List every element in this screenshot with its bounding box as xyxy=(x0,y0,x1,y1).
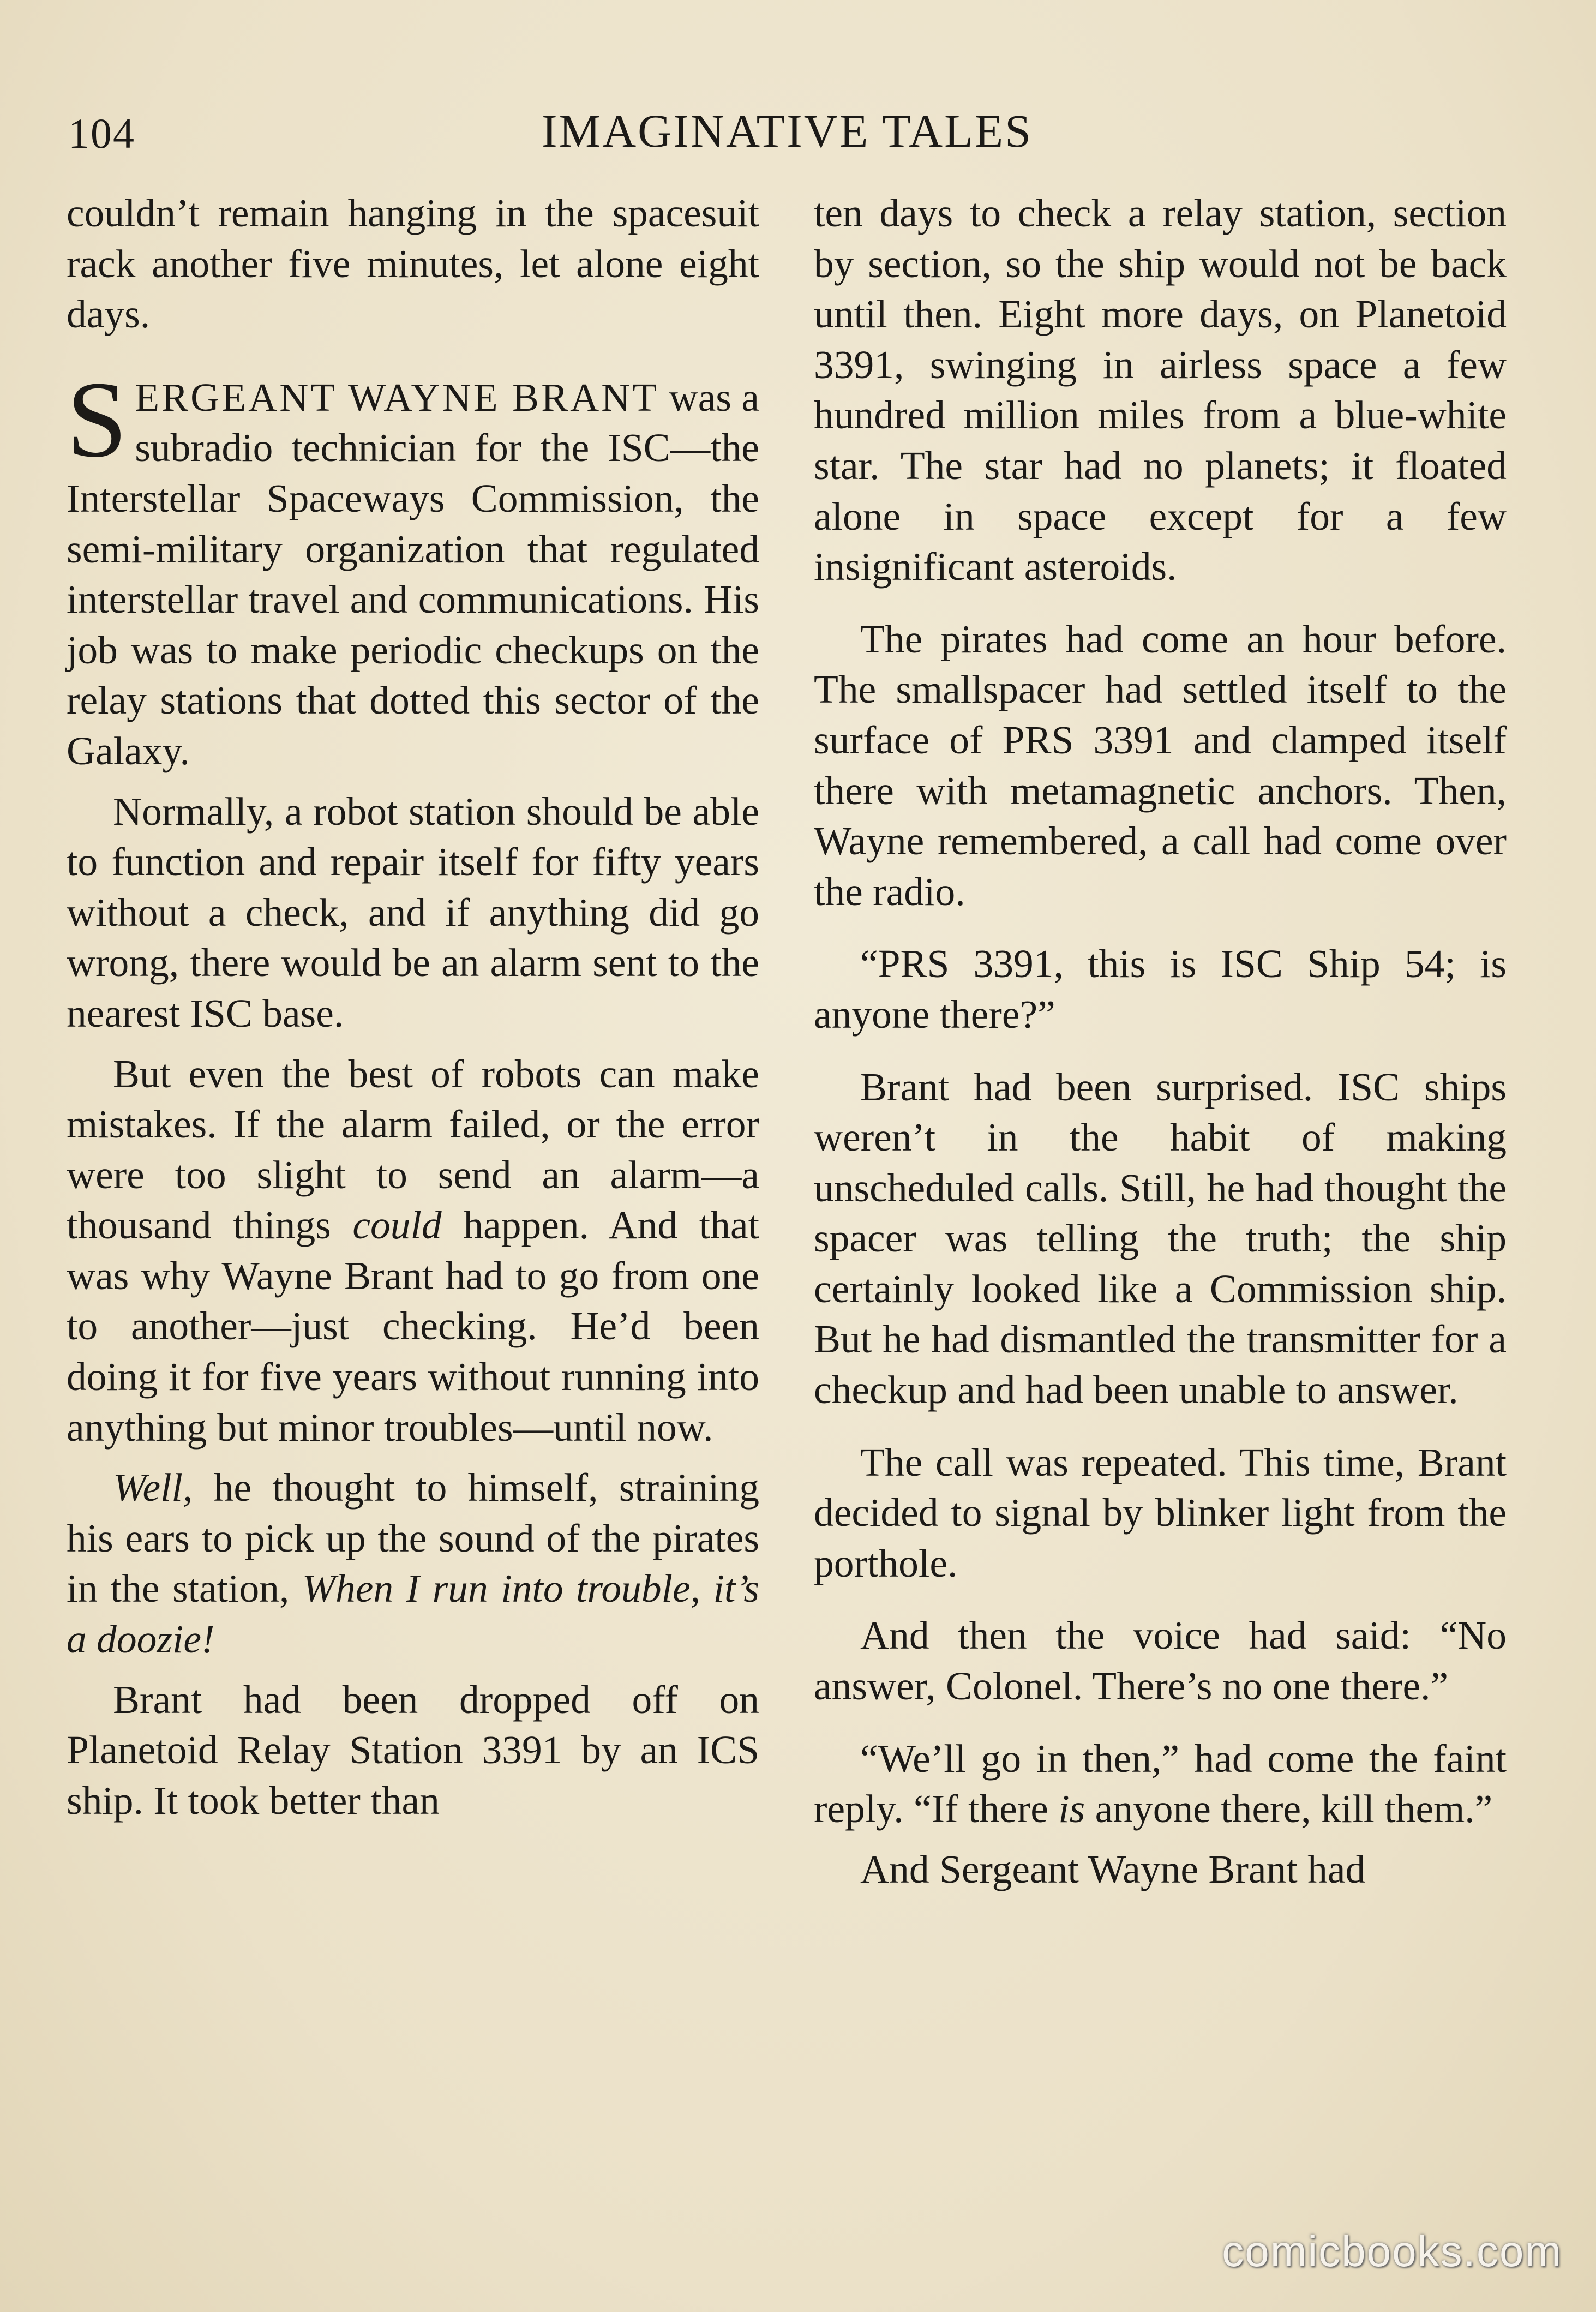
paragraph: And Sergeant Wayne Brant had xyxy=(860,1847,1366,1891)
left-column xyxy=(67,188,759,1826)
paragraph-text: happen. And that was why Wayne Brant had to go from one to another—just checking. He’d been doing it for five years without running into anything but minor troubles—until now. xyxy=(67,1203,760,1450)
paragraph-text: “We’ll go in then,” had come the faint reply. “If there xyxy=(814,1736,1507,1831)
paragraph xyxy=(67,1049,759,1453)
paragraph-text: was a subradio technician for the ISC—the Interstellar Spaceways Commission, the semi-military organization that regulated interstellar travel and communications. His job was to make periodic checkups on the relay stations that dotted this sector of the Galaxy. xyxy=(67,375,759,773)
paragraph: ten days to check a relay station, section by section, so the ship would not be back until then. Eight more days, on Planetoid 3391, swinging in airless space a few hundred million miles from a blue-white star. The star had no planets; it floated alone in space except for a few insignificant asteroids. xyxy=(814,191,1507,589)
paragraph: Normally, a robot station should be able to function and repair itself for fifty years without a check, and if anything did go wrong, there would be an alarm sent to the nearest ISC base. xyxy=(67,789,759,1035)
paragraph xyxy=(67,1463,759,1664)
paragraph: The pirates had come an hour before. The smallspacer had settled itself to the surface of PRS 3391 and clamped itself there with metamagnetic anchors. Then, Wayne remembered, a call had come over the radio. xyxy=(814,616,1507,914)
paragraph: “PRS 3391, this is ISC Ship 54; is anyone there?” xyxy=(814,942,1507,1037)
italic-text: is xyxy=(1058,1787,1085,1831)
italic-text: Well, xyxy=(113,1465,193,1510)
right-column xyxy=(814,188,1507,1895)
paragraph-text: anyone there, kill them.” xyxy=(1085,1787,1493,1831)
paragraph: couldn’t remain hanging in the spacesuit rack another five minutes, let alone eight days. xyxy=(67,191,759,337)
paragraph-text: But even the best of robots can make mistakes. If the alarm failed, or the error were too slight to send an alarm—a thousand things xyxy=(67,1051,759,1248)
page-number: 104 xyxy=(68,110,135,157)
smallcaps-lead: ERGEANT WAYNE BRANT xyxy=(135,375,659,420)
running-title: IMAGINATIVE TALES xyxy=(541,105,1033,157)
paragraph: The call was repeated. This time, Brant decided to signal by blinker light from the porthole. xyxy=(814,1440,1507,1585)
page-header xyxy=(68,104,1506,164)
paragraph: And then the voice had said: “No answer, Colonel. There’s no one there.” xyxy=(814,1613,1507,1709)
text-columns xyxy=(67,188,1507,2163)
paragraph xyxy=(814,1734,1507,1835)
watermark: comicbooks.com xyxy=(1222,2227,1562,2275)
paragraph: Brant had been surprised. ISC ships weren’t in the habit of making unscheduled calls. Still, he had thought the spacer was telling the truth; the ship certainly looked like a Commission ship. But he had dismantled the transmitter for a checkup and had been unable to answer. xyxy=(814,1064,1507,1412)
italic-text: could xyxy=(352,1203,442,1248)
paragraph-text: he thought to himself, straining his ears to pick up the sound of the pirates in the station, xyxy=(67,1465,759,1611)
paragraph: Brant had been dropped off on Planetoid Relay Station 3391 by an ICS ship. It took better than xyxy=(67,1677,759,1823)
paragraph-dropcap xyxy=(67,359,759,777)
italic-text: When I run into trouble, it’s a doozie! xyxy=(67,1566,759,1662)
drop-cap: S xyxy=(67,359,128,480)
